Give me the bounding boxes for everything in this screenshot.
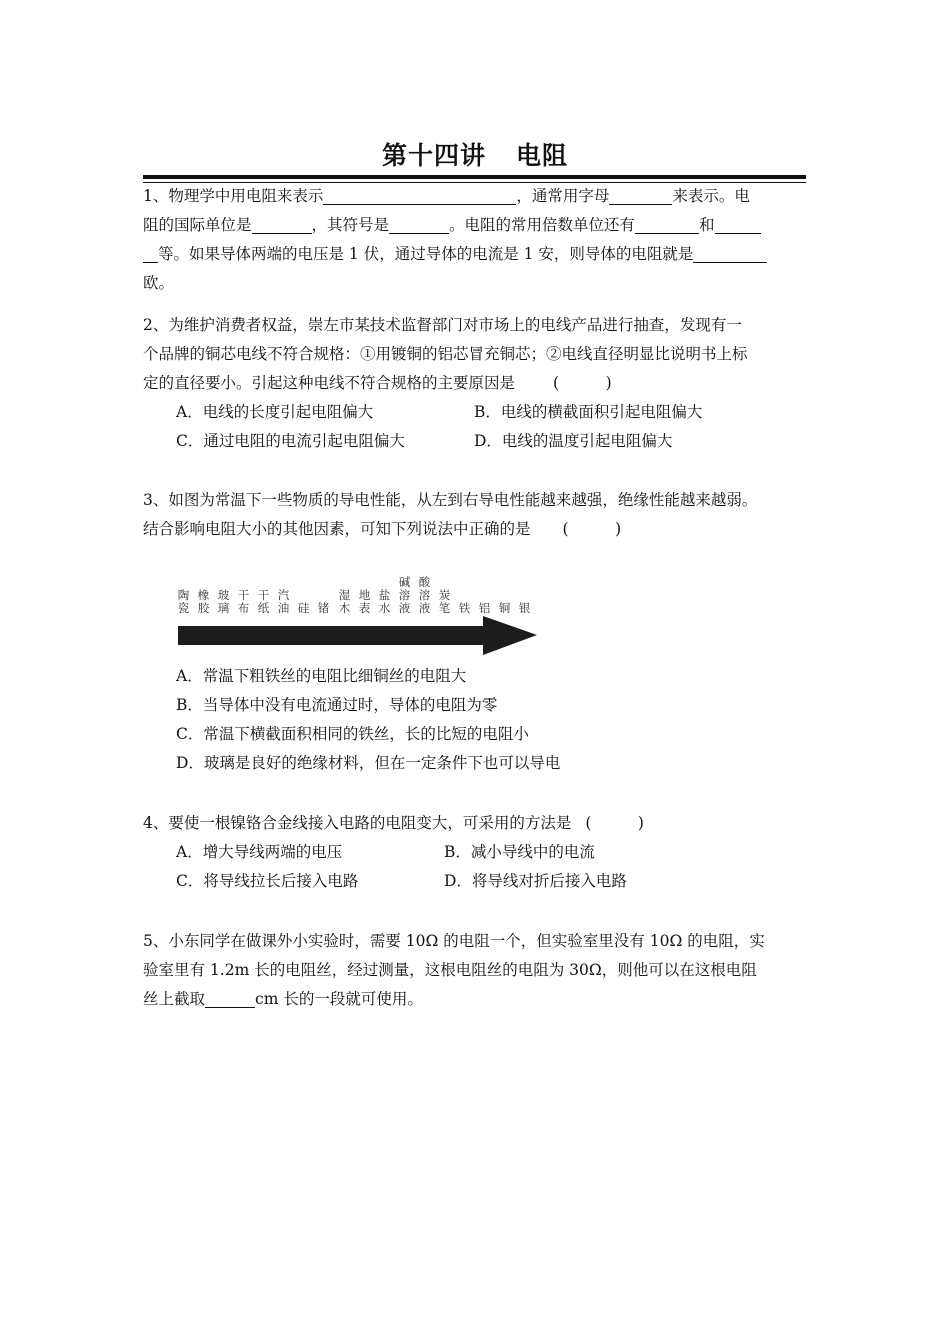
conductivity-figure	[175, 575, 540, 665]
question-2-line-3: 定的直径要小。引起这种电线不符合规格的主要原因是 ( )	[143, 374, 612, 392]
answer-paren[interactable]: ( )	[562, 520, 622, 538]
material-label: 陶 瓷	[177, 588, 190, 615]
question-2-line-2: 个品牌的铜芯电线不符合规格：①用镀铜的铝芯冒充铜芯；②电线直径明显比说明书上标	[143, 345, 748, 363]
question-5	[143, 927, 808, 1014]
title-lecture: 第十四讲	[381, 141, 486, 170]
material-label: 硅	[297, 601, 310, 615]
title-rule-thick	[143, 175, 806, 179]
option-d[interactable]: D．电线的温度引起电阻偏大	[474, 432, 673, 450]
material-label: 汽 油	[277, 588, 290, 615]
option-b[interactable]: B．电线的横截面积引起电阻偏大	[474, 403, 703, 421]
question-2	[143, 311, 808, 456]
question-4	[143, 809, 808, 896]
material-label: 橡 胶	[197, 588, 210, 615]
material-label: 炭 笔	[438, 588, 451, 615]
blank-1-3[interactable]	[252, 215, 312, 234]
question-4-line-1: 4、要使一根镍铬合金线接入电路的电阻变大，可采用的方法是 ( )	[143, 814, 644, 832]
question-3-options	[143, 662, 808, 778]
options-row	[143, 427, 808, 456]
blank-1-6[interactable]	[715, 215, 761, 234]
option-b[interactable]: B．当导体中没有电流通过时，导体的电阻为零	[176, 696, 498, 714]
material-label: 玻 璃	[217, 588, 230, 615]
material-labels	[175, 575, 540, 615]
option-c[interactable]: C．将导线拉长后接入电路	[176, 872, 359, 890]
option-c[interactable]: C．通过电阻的电流引起电阻偏大	[176, 432, 405, 450]
blank-1-2[interactable]	[609, 186, 672, 205]
option-a[interactable]: A．常温下粗铁丝的电阻比细铜丝的电阻大	[176, 667, 467, 685]
option-c[interactable]: C．常温下横截面积相同的铁丝，长的比短的电阻小	[176, 725, 529, 743]
question-3-line-2: 结合影响电阻大小的其他因素，可知下列说法中正确的是 ( )	[143, 520, 622, 538]
material-label: 铝	[478, 601, 491, 615]
material-label: 铜	[498, 601, 511, 615]
conductivity-arrow	[175, 615, 540, 665]
answer-paren[interactable]: ( )	[585, 814, 644, 832]
question-1-line-4: 欧。	[143, 274, 175, 292]
question-1-line-2: 阻的国际单位是 ，其符号是 。电阻的常用倍数单位还有 和	[143, 211, 808, 240]
question-2-line-1: 2、为维护消费者权益，崇左市某技术监督部门对市场上的电线产品进行抽查，发现有一	[143, 316, 742, 334]
material-label: 银	[518, 601, 531, 615]
answer-paren[interactable]: ( )	[553, 374, 612, 392]
question-1-line-3: 等。如果导体两端的电压是 1 伏，通过导体的电流是 1 安，则导体的电阻就是	[143, 240, 808, 269]
blank-5-1[interactable]	[205, 989, 255, 1008]
option-d[interactable]: D．玻璃是良好的绝缘材料，但在一定条件下也可以导电	[176, 754, 561, 772]
material-label: 碱 溶 液	[398, 575, 411, 615]
question-3	[143, 486, 808, 544]
material-label: 干 布	[237, 588, 250, 615]
blank-1-4[interactable]	[389, 215, 449, 234]
options-row	[143, 867, 808, 896]
option-a[interactable]: A．增大导线两端的电压	[176, 843, 343, 861]
question-5-line-1: 5、小东同学在做课外小实验时，需要 10Ω 的电阻一个，但实验室里没有 10Ω 的电阻，实	[143, 932, 765, 950]
material-label: 干 纸	[257, 588, 270, 615]
option-d[interactable]: D．将导线对折后接入电路	[444, 872, 627, 890]
material-label: 锗	[317, 601, 330, 615]
material-label: 铁	[458, 601, 471, 615]
question-1-line-1: 1、物理学中用电阻来表示 ，通常用字母 来表示。电	[143, 187, 750, 205]
material-label: 地 表	[358, 588, 371, 615]
blank-1-5[interactable]	[635, 215, 699, 234]
question-5-line-2: 验室里有 1.2m 长的电阻丝，经过测量，这根电阻丝的电阻为 30Ω，则他可以在这根电阻	[143, 961, 757, 979]
material-label: 盐 水	[378, 588, 391, 615]
blank-1-1[interactable]	[323, 186, 516, 205]
option-a[interactable]: A．电线的长度引起电阻偏大	[176, 403, 374, 421]
options-row	[143, 398, 808, 427]
options-row	[143, 838, 808, 867]
title-topic: 电阻	[516, 141, 569, 170]
blank-1-6-cont[interactable]	[143, 244, 158, 263]
blank-1-7[interactable]	[693, 244, 767, 263]
page-title	[0, 136, 950, 172]
material-label: 酸 溶 液	[418, 575, 431, 615]
option-b[interactable]: B．减小导线中的电流	[444, 843, 595, 861]
question-5-line-3: 丝上截取 cm 长的一段就可使用。	[143, 990, 423, 1008]
material-label: 湿 木	[338, 588, 351, 615]
question-3-line-1: 3、如图为常温下一些物质的导电性能，从左到右导电性能越来越强，绝缘性能越来越弱。	[143, 491, 758, 509]
question-1	[143, 182, 808, 298]
